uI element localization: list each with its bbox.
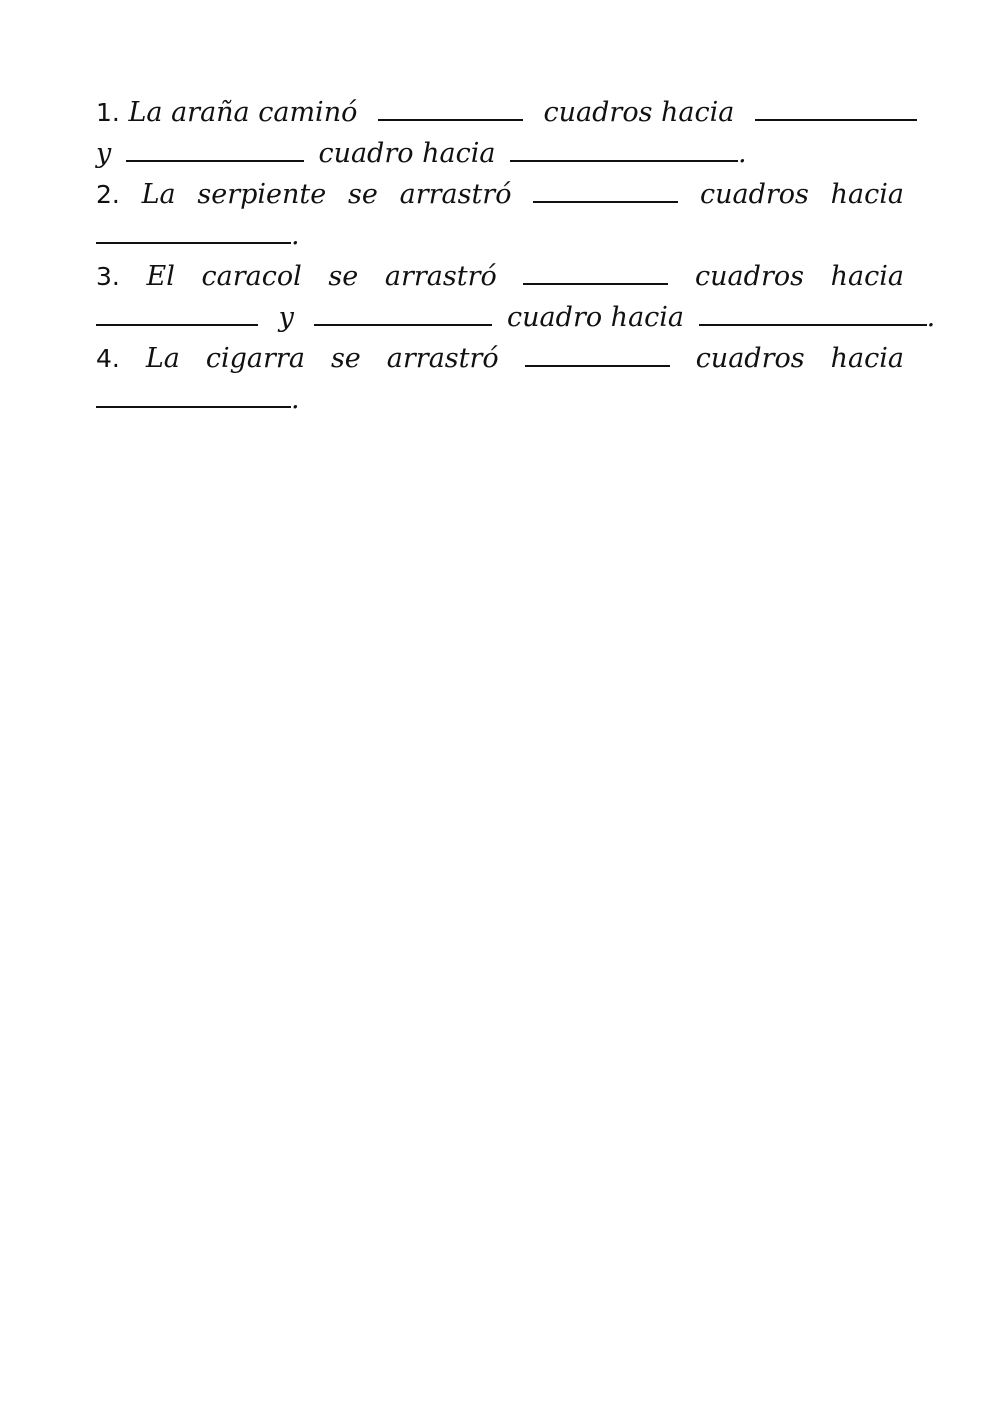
item-word: hacia	[830, 343, 904, 374]
answer-blank[interactable]	[314, 298, 492, 326]
item-1-line-2	[96, 133, 904, 174]
item-word: hacia	[830, 179, 904, 210]
answer-blank[interactable]	[525, 339, 670, 367]
item-word: cuadros	[695, 343, 805, 374]
item-word: arrastró	[384, 261, 497, 292]
period: .	[738, 138, 747, 169]
period: .	[291, 384, 300, 415]
answer-blank[interactable]	[96, 298, 258, 326]
item-3-line-1	[96, 256, 904, 297]
answer-blank[interactable]	[126, 134, 304, 162]
answer-blank[interactable]	[378, 93, 523, 121]
item-word: La	[141, 179, 176, 210]
answer-blank[interactable]	[523, 257, 668, 285]
item-4-line-1	[96, 338, 904, 379]
item-text: La araña caminó	[128, 97, 358, 128]
period: .	[926, 302, 936, 333]
item-word: serpiente	[197, 179, 327, 210]
item-text: y	[278, 302, 294, 333]
item-text: cuadros hacia	[543, 97, 735, 128]
period: .	[291, 220, 300, 251]
item-word: arrastró	[399, 179, 512, 210]
answer-blank[interactable]	[96, 216, 291, 244]
item-2-line-2	[96, 215, 904, 256]
answer-blank[interactable]	[533, 175, 678, 203]
item-word: se	[328, 261, 359, 292]
item-word: caracol	[201, 261, 302, 292]
answer-blank[interactable]	[510, 134, 738, 162]
item-number: 2.	[96, 180, 120, 209]
item-text: y	[96, 138, 112, 169]
item-word: cuadros	[695, 261, 804, 292]
item-word: La	[145, 343, 180, 374]
answer-blank[interactable]	[755, 93, 917, 121]
answer-blank[interactable]	[96, 380, 291, 408]
item-number: 3.	[96, 262, 120, 291]
answer-blank[interactable]	[699, 298, 927, 326]
item-text: cuadro hacia	[318, 138, 496, 169]
worksheet	[96, 92, 936, 420]
item-number: 4.	[96, 344, 120, 373]
item-word: arrastró	[386, 343, 499, 374]
item-word: El	[146, 261, 175, 292]
item-text: cuadro hacia	[507, 302, 685, 333]
item-word: se	[330, 343, 361, 374]
item-2-line-1	[96, 174, 904, 215]
item-word: se	[348, 179, 378, 210]
item-word: hacia	[830, 261, 904, 292]
item-word: cigarra	[205, 343, 305, 374]
item-1-line-1	[96, 92, 904, 133]
item-number: 1.	[96, 98, 120, 127]
item-3-line-2	[96, 297, 936, 338]
item-4-line-2	[96, 379, 904, 420]
item-word: cuadros	[699, 179, 809, 210]
